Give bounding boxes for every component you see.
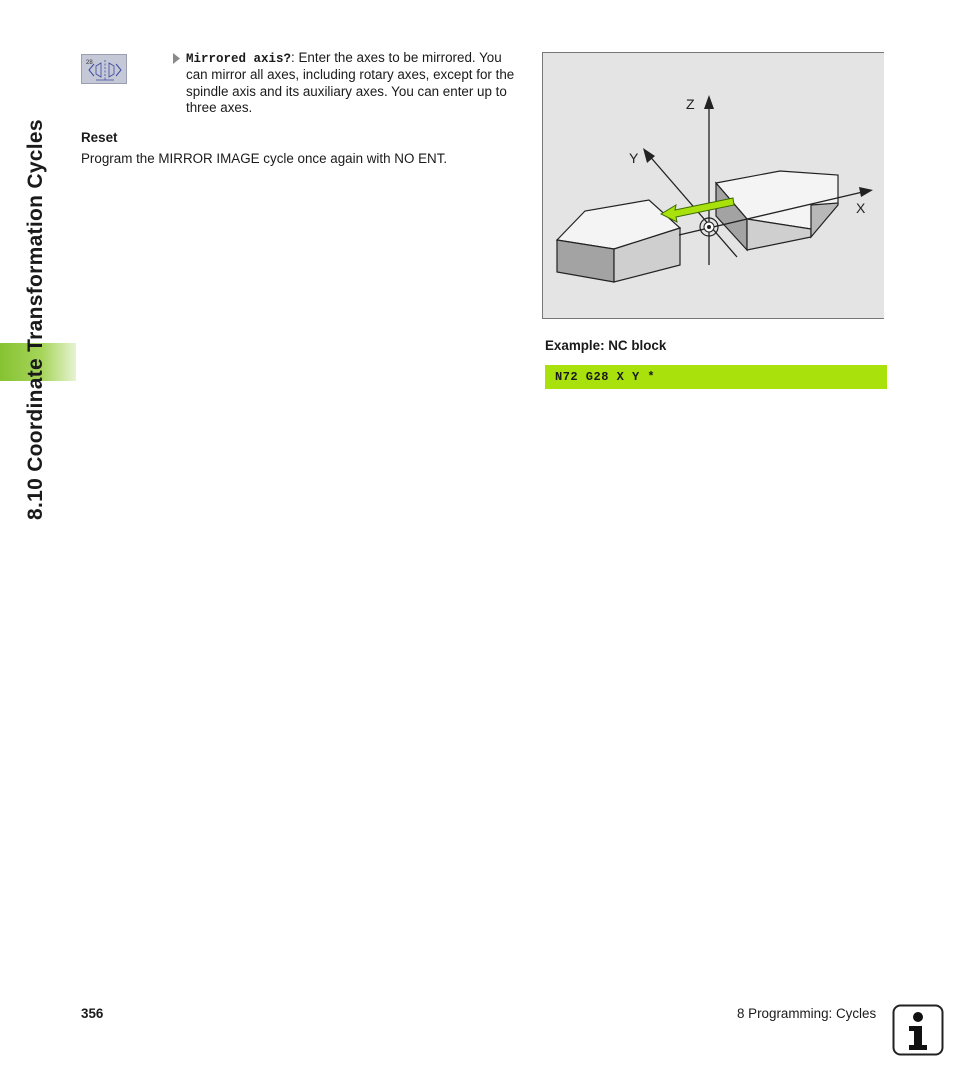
- parameter-name: Mirrored axis?: [186, 52, 292, 66]
- reset-heading: Reset: [81, 130, 118, 145]
- mirror-cycle-icon: [81, 54, 127, 84]
- mirrored-axis-parameter: [172, 50, 522, 117]
- mirror-image-figure: [542, 52, 884, 319]
- reset-text: Program the MIRROR IMAGE cycle once again with NO ENT.: [81, 151, 448, 166]
- info-icon: [892, 1004, 944, 1056]
- x-axis-label: X: [856, 200, 866, 216]
- z-axis-label: Z: [686, 96, 695, 112]
- page-number: 356: [81, 1006, 104, 1021]
- nc-block-code: N72 G28 X Y *: [545, 365, 887, 389]
- example-heading: Example: NC block: [545, 338, 667, 353]
- footer-chapter-title: 8 Programming: Cycles: [737, 1006, 877, 1021]
- bullet-arrow-icon: [172, 53, 181, 64]
- y-axis-label: Y: [629, 150, 639, 166]
- section-title: 8.10 Coordinate Transformation Cycles: [24, 119, 47, 520]
- parameter-description: : Enter the axes to be mirrored. You can mirror all axes, including rotary axes, except for the spindle axis and its auxiliary axes. You can enter up to three axes.: [186, 50, 515, 116]
- cycle-number: 28: [86, 60, 93, 66]
